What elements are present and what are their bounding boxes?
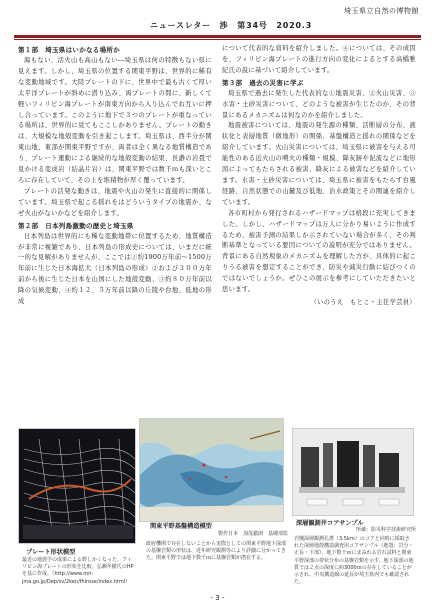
section-2-paragraph-1: 日本列島は世界的にも稀な変動地帯に位置するため、地質構造が非常に複雑であり、日本列島の形成史については、いまだに統一的な見解がありませんが、ここでは①約1900万年前～1500万年前に生じた日本海拡大（日本列島の形成）②および３００万年前から後に生じた日本を山国にした地殻変動、③約８０万年前以降の気候変動、④約１２、５万年前以降の丘陵や台地、低地の形成 [18, 232, 212, 306]
plate-model-photo [18, 428, 136, 544]
header-rule [14, 35, 421, 38]
core-sample-caption: 岩槻深層観測孔群（3.5km）のコアと同時に採取された深層地殻構造調査用コアサンプル（地殻：岩分・正長・下部）。地下数千ｍにまみれる岩石試料と関東平野深部の帯状分布の基盤岩類を示す。地下深部の地質では２点の深度に約3000ｍの存在していることが示され、中央構造線の延長が埼玉県内でも確認された。 [294, 536, 414, 586]
section-2-continued: について代表的な資料を紹介しました。④については、その成因を、フィリピン海プレートの進行方向の変化によるとする高橋雅紀氏の説に基づいて紹介しています。 [222, 45, 416, 74]
section-3-title: 第３部 過去の災害に学ぶ [222, 78, 304, 87]
section-1-title: 第１部 埼玉県はいかなる場所か [18, 46, 120, 54]
basement-model-photo [139, 418, 284, 522]
basement-model-credit: 製作日本 加茂徹朗 基礎部監 [218, 531, 289, 537]
page-header [14, 6, 421, 40]
newsletter-issue: ニュースレター 渉 第34号 2020.3 [150, 21, 313, 30]
left-column [18, 44, 212, 308]
page-number: - 3 - [210, 594, 225, 602]
basement-model-caption: 政府機関で存在しないことから実際としての関東平野地下深部の基盤岩類の形状は、近年研究観測等により詳細に分かってきた。関東平野では地下数千ｍに基盤岩類が潜在する。 [146, 541, 287, 562]
core-sample-image [293, 429, 414, 516]
section-2-title: 第２部 日本列島激動の歴史と埼玉県 [18, 221, 134, 230]
core-sample-title: 深層観測井コアサンプル [296, 520, 364, 527]
header-rule-thin [14, 39, 421, 40]
basement-model-image [140, 419, 284, 522]
basement-model-title: 関東平野基盤構造模型 [150, 523, 212, 530]
section-3-paragraph-3: 各市町村から発行されるハザードマップは格段に充実してきました。しかし、ハザードマップは万人に分かり易いように作成するため、被害予測の結果しか示されていない場合が多く、その判断基準となっている要因についての説明が充分ではありません。背景にある自然現象のメカニズムを理解した方が、具体的に起こりうる被害を想定することができ、防災や減災行動に結びつくのではないでしょうか。ぜひこの展示を参考にしていただきたいと思います。 [222, 209, 416, 294]
core-sample-photo [292, 428, 414, 516]
section-1-paragraph-2: プレートの活発な動きは、地震や火山の発生に直接的に関係しています。埼玉県で起こる揺れをはどういうタイプの地震か、なぜ火山がないかなどを紹介します。 [18, 187, 212, 217]
right-column [222, 44, 416, 309]
author-signature: （いのうえ もとこ・主任学芸員） [310, 298, 416, 306]
section-1-paragraph-1: 海もない、活火山も高山もない―埼玉県は何の特徴もない県に見えます。しかし、埼玉県の位置する関東平野は、世界的に稀有な変動地域です。大陸プレートの下に、世界中で最も古くて厚い太平洋プレートが斜めに潜り込み、両プレートの間に、新しくて軽いフィリピン海プレートが南東方向から入り込んでお互いに押し合っています。このように地下で３つのプレートが重なっている場所は、世界的に見てもここしかありません。プレートの動きは、大規模な地殻変動を引き起こします。埼玉県は、西半分が関東山地、東部が関東平野ですが、両者は全く異なる地質構造であり、プレート運動による継続的な地殻変動の結果、長瀞の岩畳で見かける変成岩（結晶片岩）は、関東平野では数千ｍも深いところに存在していて、その上を堆積物が厚く覆っています。 [18, 57, 212, 184]
plate-model-title: プレート形状模型 [26, 549, 76, 556]
plate-model-caption: 最近の地震学の成果による野しかくなった、フィリピン海プレートの形状を比較。弘瀬冬樹氏のHPを基に作成。（http://www.mri-jma.go.jp/Dep/sv/2ken/fhirose/index.html） [22, 557, 134, 585]
museum-name: 埼玉県立自然の博物館 [344, 7, 419, 15]
core-sample-credit: 所蔵：防災科学技術研究所 [355, 527, 416, 533]
plate-model-image [19, 429, 136, 544]
section-3-paragraph-2: 地震被害については、地震の発生源の種類、活断層の分布、液状化と表層地質（微地形）の関係、基盤構造と揺れの関係などを紹介しています。火山災害については、埼玉県に被害を与える可能性のある近火山の噴火の種類・規模、降灰跡や泥流などに地形図によってもたらされる被害、降灰による被害などを紹介しています。水害・土砂災害については、埼玉県に被害をもたらす台風経路、自然状態での山麓及び低地、治水政策とその関連を紹介しています。 [222, 122, 416, 206]
section-3-paragraph-1: 埼玉県で過去に発生した代表的な①地震災害、②火山災害、③水害・土砂災害について、どのような被害が生じたのか、その背景にあるメカニズムは何なのかを紹介しました。 [222, 89, 416, 119]
